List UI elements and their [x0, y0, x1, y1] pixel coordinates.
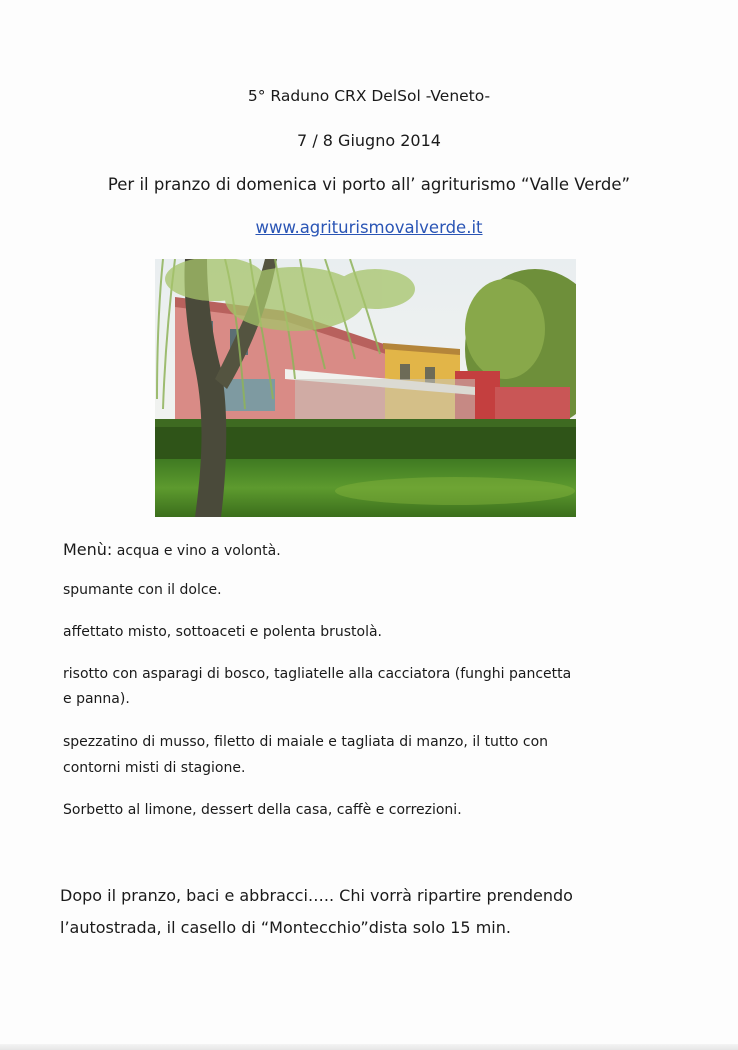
menu-item: affettato misto, sottoaceti e polenta brustolà.: [63, 624, 382, 640]
menu-item: spumante con il dolce.: [63, 582, 222, 598]
menu-item-continued: e panna).: [63, 691, 130, 707]
menu-first-line: [63, 540, 281, 559]
intro-text: Per il pranzo di domenica vi porto all’ agriturismo “Valle Verde”: [107, 175, 631, 194]
menu-item: Sorbetto al limone, dessert della casa, caffè e correzioni.: [63, 802, 462, 818]
closing-line-1: Dopo il pranzo, baci e abbracci….. Chi vorrà ripartire prendendo: [60, 886, 573, 905]
menu-item-continued: contorni misti di stagione.: [63, 760, 246, 776]
agriturismo-photo: [155, 259, 576, 517]
menu-item: risotto con asparagi di bosco, tagliatelle alla cacciatora (funghi pancetta: [63, 666, 572, 682]
website-link[interactable]: www.agriturismovalverde.it: [255, 218, 483, 237]
menu-label: Menù:: [63, 540, 113, 559]
event-title: 5° Raduno CRX DelSol -Veneto-: [247, 87, 491, 105]
event-date: 7 / 8 Giugno 2014: [297, 131, 441, 150]
menu-item-drinks: acqua e vino a volontà.: [116, 543, 281, 559]
closing-line-2: l’autostrada, il casello di “Montecchio”dista solo 15 min.: [60, 918, 511, 937]
website-link-wrapper: [0, 218, 738, 237]
page-edge: [0, 1044, 738, 1050]
menu-item: spezzatino di musso, filetto di maiale e tagliata di manzo, il tutto con: [63, 734, 549, 750]
